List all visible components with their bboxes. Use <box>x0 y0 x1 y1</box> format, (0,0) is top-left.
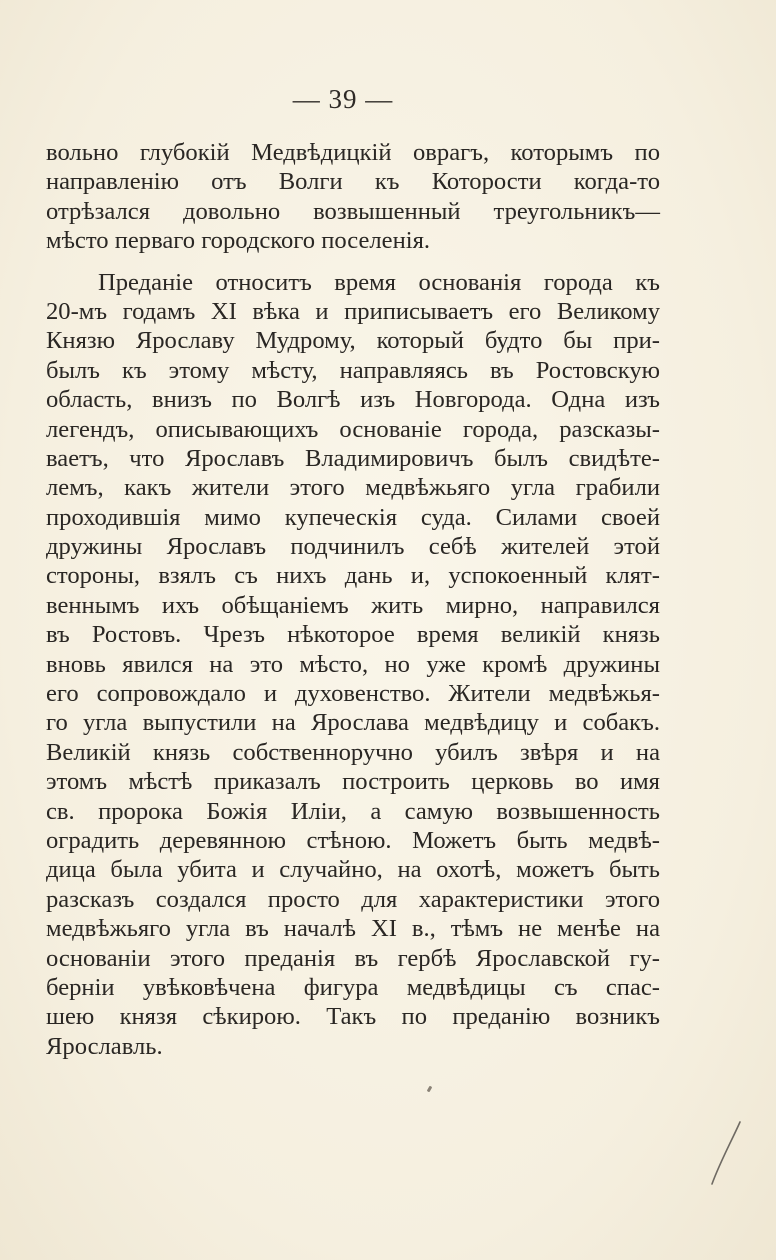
text-line: дица была убита и случайно, на охотѣ, можетъ быть <box>46 856 660 884</box>
text-line: проходившія мимо купеческія суда. Силами своей <box>46 503 660 531</box>
pencil-mark <box>706 1118 746 1190</box>
text-line: вольно глубокій Медвѣдицкій оврагъ, которымъ по <box>46 139 660 166</box>
text-line: мѣсто перваго городского поселенія. <box>46 227 431 255</box>
text-line: берніи увѣковѣчена фигура медвѣдицы съ спас- <box>46 973 660 1001</box>
text-line: медвѣжьяго угла въ началѣ XI в., тѣмъ не менѣе на <box>46 915 660 943</box>
text-line: стороны, взялъ съ нихъ дань и, успокоенный клят- <box>46 562 660 590</box>
text-line: Ярославль. <box>46 1032 163 1060</box>
text-line: былъ къ этому мѣсту, направляясь въ Ростовскую <box>46 356 660 384</box>
text-line: лемъ, какъ жители этого медвѣжьяго угла грабили <box>46 474 660 502</box>
text-line: шею князя сѣкирою. Такъ по преданію возникъ <box>46 1003 660 1031</box>
text-line: отрѣзался довольно возвышенный треугольникъ— <box>46 197 660 225</box>
text-line: легендъ, описывающихъ основаніе города, разсказы- <box>46 415 660 443</box>
paragraph-gap <box>46 256 660 268</box>
ink-speck <box>427 1086 433 1093</box>
body-text <box>46 138 660 1061</box>
text-line: дружины Ярославъ подчинилъ себѣ жителей этой <box>46 533 660 561</box>
text-line: св. пророка Божія Иліи, а самую возвышенность <box>46 797 660 825</box>
text-line: въ Ростовъ. Чрезъ нѣкоторое время великій князь <box>46 621 660 649</box>
page-number: — 39 — <box>292 84 394 114</box>
text-line: вновь явился на это мѣсто, но уже кромѣ дружины <box>46 650 660 678</box>
text-line: Преданіе относитъ время основанія города къ <box>98 268 660 296</box>
text-line: область, внизъ по Волгѣ изъ Новгорода. Одна изъ <box>46 386 660 414</box>
text-line: Великій князь собственноручно убилъ звѣря и на <box>46 738 660 766</box>
text-line: 20-мъ годамъ XI вѣка и приписываетъ его Великому <box>46 297 660 325</box>
text-line: его сопровождало и духовенство. Жители медвѣжья- <box>46 680 660 708</box>
text-line: разсказъ создался просто для характеристики этого <box>46 885 660 913</box>
text-line: го угла выпустили на Ярослава медвѣдицу и собакъ. <box>46 709 660 737</box>
text-line: основаніи этого преданія въ гербѣ Ярославской гу- <box>46 944 660 972</box>
text-line: оградить деревянною стѣною. Можетъ быть медвѣ- <box>46 826 660 854</box>
paragraph-1 <box>46 138 660 256</box>
text-line: этомъ мѣстѣ приказалъ построить церковь во имя <box>46 768 660 796</box>
text-line: веннымъ ихъ обѣщаніемъ жить мирно, направился <box>46 591 660 619</box>
text-line: направленію отъ Волги къ Которости когда-то <box>46 168 660 196</box>
paragraph-2 <box>46 268 660 1062</box>
text-line: ваетъ, что Ярославъ Владимировичъ былъ свидѣте- <box>46 444 660 472</box>
text-line: Князю Ярославу Мудрому, который будто бы при- <box>46 327 660 355</box>
